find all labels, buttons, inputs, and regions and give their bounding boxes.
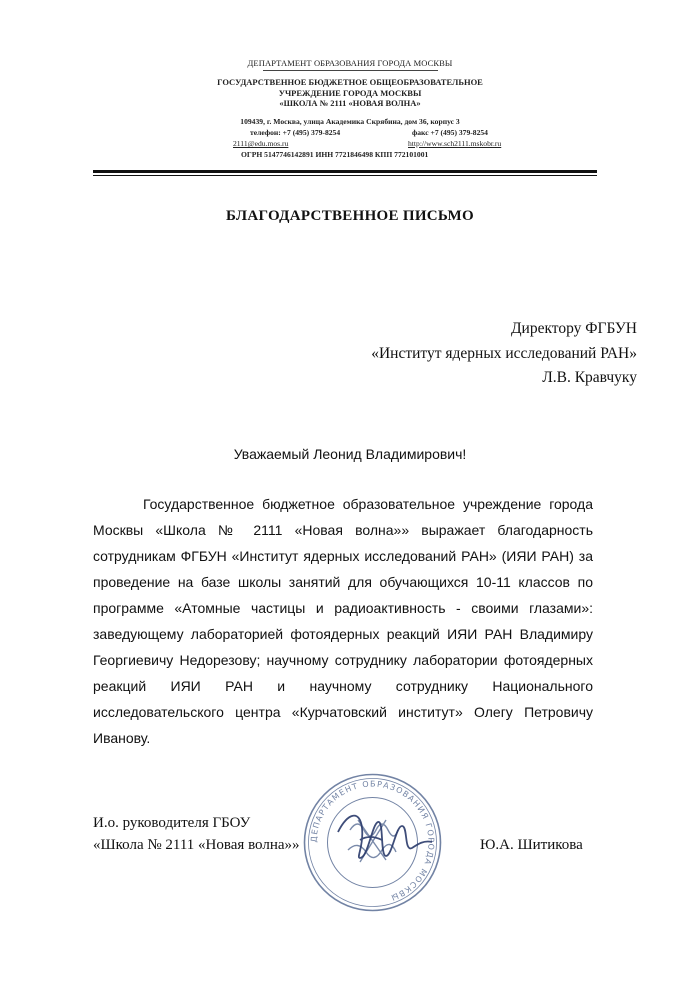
seal-outer-text: ДЕПАРТАМЕНТ ОБРАЗОВАНИЯ ГОРОДА МОСКВЫ <box>309 779 436 903</box>
letter-body: Государственное бюджетное образовательное учреждение города Москвы «Школа № 2111 «Новая волна»» выражает благодарность сотрудникам ФГБУН «Институт ядерных исследований РАН» (ИЯИ РАН) за проведение на базе школы занятий для обучающихся 10-11 классов по программе «Атомные частицы и радиоактивность - своими глазами»: заведующему лабораторией фотоядерных реакций ИЯИ РАН Владимиру Георгиевичу Недорезову; научному сотруднику лаборатории фотоядерных реакций ИЯИ РАН и научному сотруднику Национального исследовательского центра «Курчатовский институт» Олегу Петровичу Иванову. <box>93 496 593 746</box>
letterhead-registry: ОГРН 5147746142891 ИНН 7721846498 КПП 772101001 <box>241 150 429 159</box>
addressee-line-2: «Институт ядерных исследований РАН» <box>371 345 637 362</box>
letterhead-address: 109439, г. Москва, улица Академика Скрябина, дом 36, корпус 3 <box>240 117 460 126</box>
letterhead-divider <box>263 70 438 71</box>
official-seal-stamp <box>300 770 445 915</box>
addressee-line-1: Директору ФГБУН <box>510 320 637 337</box>
letterhead-website-link[interactable]: http://www.sch2111.mskobr.ru <box>408 139 502 148</box>
document-title: БЛАГОДАРСТВЕННОЕ ПИСЬМО <box>226 208 474 224</box>
greeting: Уважаемый Леонид Владимирович! <box>233 446 467 462</box>
signatory-position-line-2: «Школа № 2111 «Новая волна»» <box>93 837 300 853</box>
signatory-position-line-1: И.о. руководителя ГБОУ <box>93 815 251 831</box>
org-line-1: ГОСУДАРСТВЕННОЕ БЮДЖЕТНОЕ ОБЩЕОБРАЗОВАТЕЛЬНОЕ <box>217 77 483 87</box>
addressee-line-3: Л.В. Кравчуку <box>542 369 637 386</box>
letterhead-organization <box>150 77 550 109</box>
signatory-name: Ю.А. Шитикова <box>480 837 583 853</box>
letterhead-department: ДЕПАРТАМЕНТ ОБРАЗОВАНИЯ ГОРОДА МОСКВЫ <box>247 58 453 68</box>
letterhead-phone: телефон: +7 (495) 379-8254 <box>250 128 341 137</box>
org-line-2: УЧРЕЖДЕНИЕ ГОРОДА МОСКВЫ <box>278 87 422 98</box>
header-rule-thick <box>93 170 597 173</box>
letterhead-email-link[interactable]: 2111@edu.mos.ru <box>233 139 289 148</box>
letterhead-fax: факс +7 (495) 379-8254 <box>412 128 488 137</box>
org-line-3: «ШКОЛА № 2111 «НОВАЯ ВОЛНА» <box>279 98 421 108</box>
header-rule-thin <box>93 175 597 176</box>
